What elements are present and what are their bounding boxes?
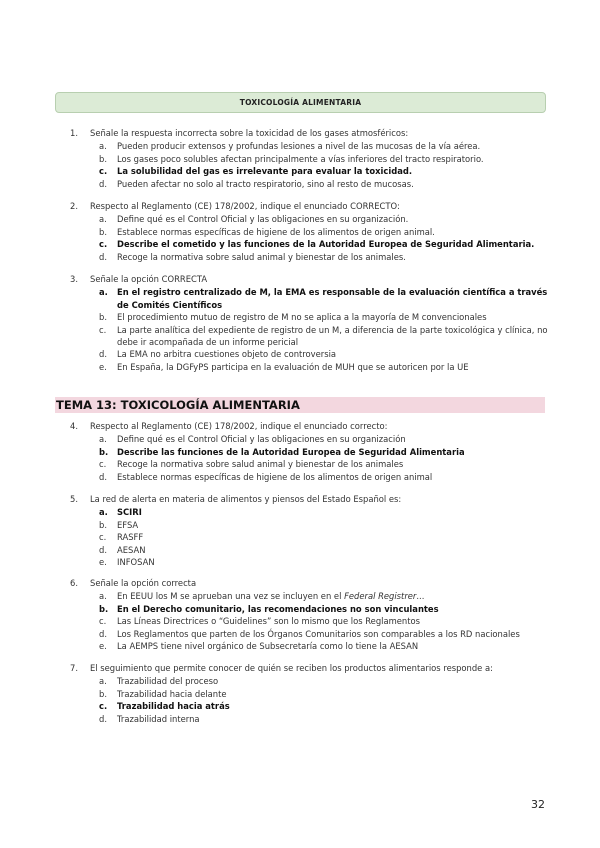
option-a: a. Define qué es el Control Oficial y las obligaciones en su organización. xyxy=(99,214,409,225)
option-b: b. Los gases poco solubles afectan principalmente a vías inferiores del tracto respiratorio. xyxy=(99,153,484,164)
option-a: a. En EEUU los M se aprueban una vez se incluyen en el Federal Registrer... xyxy=(99,591,425,602)
option-c-correct: c. Describe el cometido y las funciones de la Autoridad Europea de Seguridad Alimentaria. xyxy=(99,239,535,250)
option-a: a. Define qué es el Control Oficial y las obligaciones en su organización xyxy=(99,434,406,445)
option-b: b. Trazabilidad hacia delante xyxy=(99,688,227,699)
option-e: e. INFOSAN xyxy=(99,557,155,568)
question-text: Respecto al Reglamento (CE) 178/2002, indique el enunciado CORRECTO: xyxy=(90,201,400,211)
question-number: 5. xyxy=(70,494,78,504)
option-d: d. Pueden afectar no solo al tracto respiratorio, sino al resto de mucosas. xyxy=(99,178,414,189)
question-2 xyxy=(70,200,550,263)
option-c-correct: c. Trazabilidad hacia atrás xyxy=(99,701,230,712)
page-number: 32 xyxy=(531,798,545,811)
question-number: 7. xyxy=(70,663,78,673)
question-number: 1. xyxy=(70,128,78,138)
option-c: c. RASFF xyxy=(99,532,144,543)
option-c: c. La parte analítica del expediente de registro de un M, a diferencia de la parte toxicológica y clínica, no debe ir acompañada de un informe pericial xyxy=(99,324,548,348)
option-d: d. Los Reglamentos que parten de los Órganos Comunitarios son comparables a los RD nacionales xyxy=(99,628,520,639)
option-b: b. EFSA xyxy=(99,519,139,530)
option-b-correct: b. Describe las funciones de la Autoridad Europea de Seguridad Alimentaria xyxy=(99,446,465,457)
option-a-correct: a. En el registro centralizado de M, la EMA es responsable de la evaluación científica a través de Comités Científicos xyxy=(99,287,548,310)
option-b-correct: b. En el Derecho comunitario, las recomendaciones no son vinculantes xyxy=(99,603,439,614)
option-e: e. La AEMPS tiene nivel orgánico de Subsecretaría como lo tiene la AESAN xyxy=(99,641,419,652)
question-text: Señale la respuesta incorrecta sobre la toxicidad de los gases atmosféricos: xyxy=(90,128,409,138)
question-4 xyxy=(70,420,550,483)
question-number: 6. xyxy=(70,578,78,588)
section-title: TEMA 13: TOXICOLOGÍA ALIMENTARIA xyxy=(55,397,545,413)
question-5 xyxy=(70,493,550,568)
option-e: e. En España, la DGFyPS participa en la evaluación de MUH que se autoricen por la UE xyxy=(99,361,469,372)
question-text: Señale la opción correcta xyxy=(90,578,197,588)
question-number: 2. xyxy=(70,201,78,211)
question-text: Respecto al Reglamento (CE) 178/2002, indique el enunciado correcto: xyxy=(90,421,388,431)
option-b: b. Establece normas específicas de higiene de los alimentos de origen animal. xyxy=(99,226,435,237)
option-d: d. Trazabilidad interna xyxy=(99,713,200,724)
option-a: a. Trazabilidad del proceso xyxy=(99,676,219,687)
question-1 xyxy=(70,127,550,190)
option-a: a. Pueden producir extensos y profundas lesiones a nivel de las mucosas de la vía aérea. xyxy=(99,141,481,152)
question-text: El seguimiento que permite conocer de quién se reciben los productos alimentarios responde a: xyxy=(90,663,493,673)
question-number: 3. xyxy=(70,274,78,284)
header-title-box xyxy=(55,92,546,113)
option-c: c. Recoge la normativa sobre salud animal y bienestar de los animales xyxy=(99,459,404,470)
question-text: Señale la opción CORRECTA xyxy=(90,274,208,284)
option-b: b. El procedimiento mutuo de registro de M no se aplica a la mayoría de M convencionales xyxy=(99,312,487,323)
option-d: d. AESAN xyxy=(99,544,146,555)
question-6 xyxy=(70,577,550,652)
option-a-correct: a. SCIRI xyxy=(99,507,142,518)
option-c: c. Las Líneas Directrices o “Guidelines” son lo mismo que los Reglamentos xyxy=(99,616,420,627)
question-3 xyxy=(70,273,550,373)
option-d: d. Establece normas específicas de higiene de los alimentos de origen animal xyxy=(99,471,433,482)
option-d: d. La EMA no arbitra cuestiones objeto de controversia xyxy=(99,349,337,360)
header-title: TOXICOLOGÍA ALIMENTARIA xyxy=(239,98,362,107)
option-d: d. Recoge la normativa sobre salud animal y bienestar de los animales. xyxy=(99,251,406,262)
option-c-correct: c. La solubilidad del gas es irrelevante para evaluar la toxicidad. xyxy=(99,166,413,177)
question-number: 4. xyxy=(70,421,78,431)
question-text: La red de alerta en materia de alimentos y piensos del Estado Español es: xyxy=(90,494,402,504)
question-7 xyxy=(70,662,550,725)
